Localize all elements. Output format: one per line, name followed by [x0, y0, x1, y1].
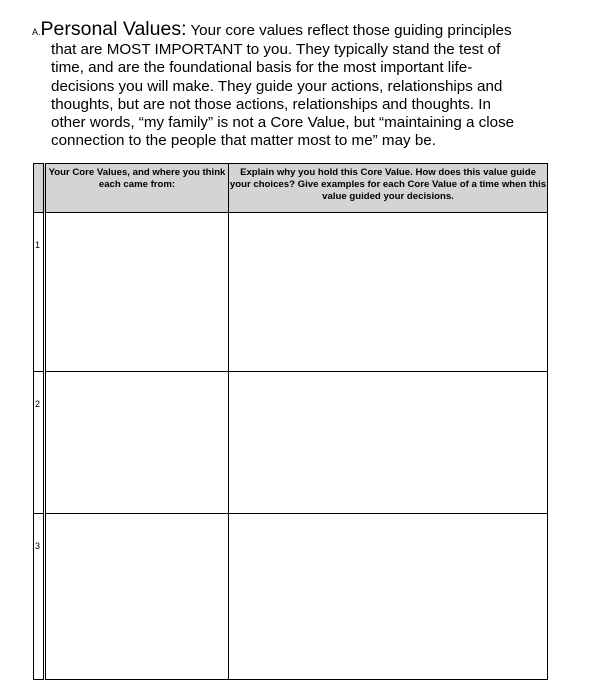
intro-paragraph — [32, 20, 557, 150]
explanation-column-header: Explain why you hold this Core Value. How does this value guide your choices? Give examples for each Core Value of a time when this value guided your decisions. — [229, 164, 548, 213]
core-values-column-header: Your Core Values, and where you think each came from: — [45, 164, 229, 213]
row-number: 3 — [34, 514, 45, 680]
core-value-cell[interactable] — [45, 372, 229, 514]
core-value-cell[interactable] — [45, 514, 229, 680]
intro-first-line — [32, 20, 557, 41]
table-row — [34, 514, 548, 680]
explanation-cell[interactable] — [229, 514, 548, 680]
core-values-table — [33, 163, 548, 680]
number-column-header — [34, 164, 45, 213]
intro-line: time, and are the foundational basis for the most important life- — [51, 59, 473, 77]
section-marker: A. — [32, 27, 41, 37]
row-number: 2 — [34, 372, 45, 514]
intro-line: that are MOST IMPORTANT to you. They typically stand the test of — [51, 41, 501, 59]
intro-line: connection to the people that matter most to me” may be. — [51, 132, 436, 150]
section-heading: Personal Values: — [40, 18, 187, 40]
explanation-cell[interactable] — [229, 372, 548, 514]
intro-line: thoughts, but are not those actions, relationships and thoughts. In — [51, 95, 491, 113]
intro-text: Your core values reflect those guiding principles — [186, 22, 512, 39]
row-number: 1 — [34, 213, 45, 372]
core-value-cell[interactable] — [45, 213, 229, 372]
intro-line: other words, “my family” is not a Core Value, but “maintaining a close — [51, 114, 515, 132]
intro-line: decisions you will make. They guide your actions, relationships and — [51, 77, 503, 95]
table-row — [34, 372, 548, 514]
table-header-row — [34, 164, 548, 213]
explanation-cell[interactable] — [229, 213, 548, 372]
table-row — [34, 213, 548, 372]
